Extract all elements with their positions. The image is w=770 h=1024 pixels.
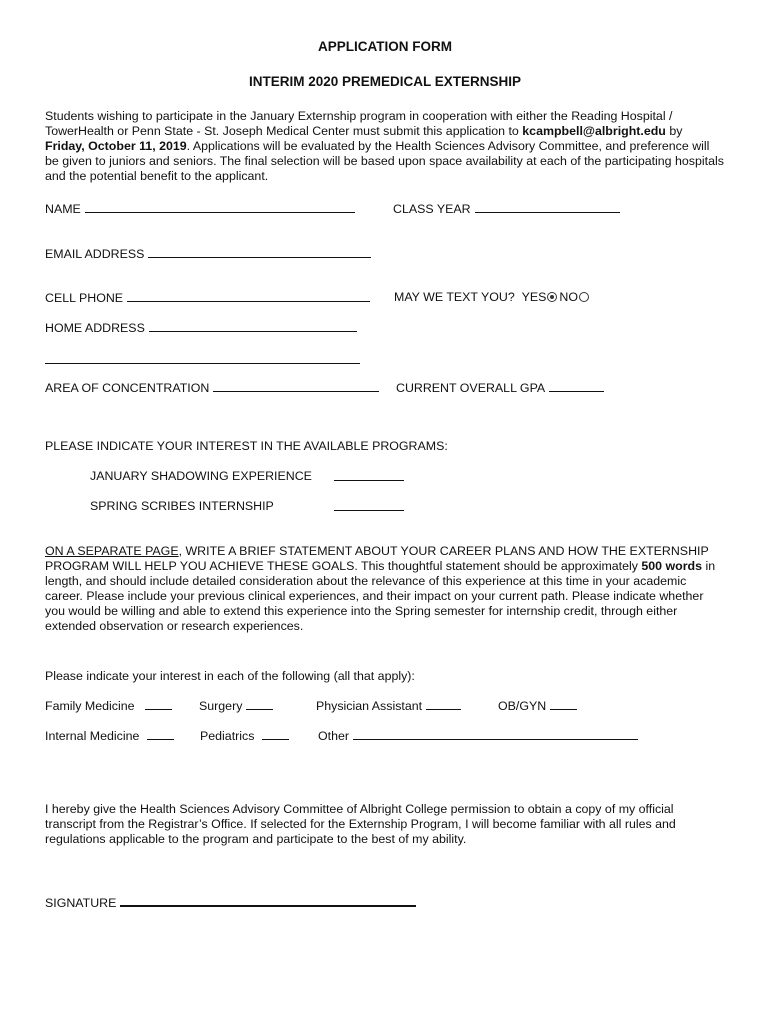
signature-label: SIGNATURE <box>45 896 117 910</box>
internal-medicine-label: Internal Medicine <box>45 729 140 743</box>
statement-text-1: , WRITE A BRIEF STATEMENT ABOUT YOUR CAREER PLANS AND HOW THE EXTERNSHIP PROGRAM WILL HELP YOU ACHIEVE THESE GOALS. This thoughtful statement should be approximately <box>45 544 709 573</box>
intro-paragraph <box>45 109 725 184</box>
name-label: NAME <box>45 202 81 216</box>
home-address-label: HOME ADDRESS <box>45 321 145 335</box>
form-subtitle: INTERIM 2020 PREMEDICAL EXTERNSHIP <box>248 74 522 89</box>
deadline-date: Friday, October 11, 2019 <box>45 139 187 153</box>
gpa-row <box>396 380 604 395</box>
home-address-field[interactable] <box>149 320 357 332</box>
family-medicine-label: Family Medicine <box>45 699 135 713</box>
concentration-label: AREA OF CONCENTRATION <box>45 381 210 395</box>
interest-internal-medicine <box>45 728 174 743</box>
program-spring: SPRING SCRIBES INTERNSHIP <box>90 499 274 513</box>
home-address-line-2[interactable] <box>45 352 360 364</box>
class-year-row <box>393 201 620 216</box>
intro-text-3: . Applications will be evaluated by the Health Sciences Advisory Committee, and preference will be given to juniors and seniors. The final selection will be based upon space availability at each of the participating hospitals and the potential benefit to the applicant. <box>45 139 724 183</box>
home-address-row <box>45 320 357 335</box>
interest-other <box>318 728 638 743</box>
interest-surgery <box>199 698 273 713</box>
cell-phone-field[interactable] <box>127 290 370 302</box>
statement-text-2: in length, and should include detailed consideration about the relevance of this experience at this time in your academic career. Please include your previous clinical experiences, and their impact on your current path. Please indicate whether you would be willing and able to extend this experience into the Spring semester for internship credit, through either extended observation or research experiences. <box>45 559 716 633</box>
class-year-field[interactable] <box>475 201 620 213</box>
text-question-label: MAY WE TEXT YOU? <box>394 290 515 304</box>
obgyn-label: OB/GYN <box>498 699 547 713</box>
surgery-field[interactable] <box>246 698 273 710</box>
contact-email: kcampbell@albright.edu <box>522 124 666 138</box>
class-year-label: CLASS YEAR <box>393 202 471 216</box>
name-field[interactable] <box>85 201 355 213</box>
statement-underlined: ON A SEPARATE PAGE <box>45 544 179 558</box>
surgery-label: Surgery <box>199 699 243 713</box>
intro-text-1: Students wishing to participate in the January Externship program in cooperation with either the Reading Hospital / TowerHealth or Penn State - St. Joseph Medical Center must submit this application to <box>45 109 673 138</box>
statement-paragraph <box>45 544 725 634</box>
physician-assistant-field[interactable] <box>426 698 461 710</box>
gpa-field[interactable] <box>549 380 604 392</box>
other-field[interactable] <box>353 728 638 740</box>
concentration-row <box>45 380 379 395</box>
email-field[interactable] <box>148 246 371 258</box>
no-label: NO <box>559 290 579 304</box>
cell-label: CELL PHONE <box>45 291 124 305</box>
word-count: 500 words <box>641 559 702 573</box>
text-permission-row <box>394 290 591 304</box>
physician-assistant-label: Physician Assistant <box>316 699 423 713</box>
interests-heading: Please indicate your interest in each of the following (all that apply): <box>45 669 415 683</box>
email-row <box>45 246 371 261</box>
gpa-label: CURRENT OVERALL GPA <box>396 381 546 395</box>
signature-row <box>45 894 416 910</box>
interest-obgyn <box>498 698 577 713</box>
interest-physician-assistant <box>316 698 461 713</box>
form-title: APPLICATION FORM <box>318 39 452 54</box>
program-spring-field[interactable] <box>334 499 404 511</box>
signature-field[interactable] <box>120 894 416 907</box>
pediatrics-field[interactable] <box>262 728 289 740</box>
intro-text-2: by <box>665 124 683 138</box>
program-january-field[interactable] <box>334 469 404 481</box>
interest-pediatrics <box>200 728 289 743</box>
yes-radio[interactable] <box>547 292 557 302</box>
internal-medicine-field[interactable] <box>147 728 174 740</box>
yes-label: YES <box>521 290 547 304</box>
permission-paragraph: I hereby give the Health Sciences Advisory Committee of Albright College permission to obtain a copy of my official transcript from the Registrar’s Office. If selected for the Externship Program, I will become familiar with all rules and regulations applicable to the program and participate to the best of my ability. <box>45 802 676 846</box>
no-radio[interactable] <box>579 292 589 302</box>
interest-family-medicine <box>45 698 172 713</box>
program-january: JANUARY SHADOWING EXPERIENCE <box>90 469 312 483</box>
programs-heading: PLEASE INDICATE YOUR INTEREST IN THE AVAILABLE PROGRAMS: <box>45 439 448 453</box>
name-row <box>45 201 355 216</box>
pediatrics-label: Pediatrics <box>200 729 255 743</box>
other-label: Other <box>318 729 349 743</box>
cell-row <box>45 290 370 305</box>
family-medicine-field[interactable] <box>145 698 172 710</box>
concentration-field[interactable] <box>213 380 379 392</box>
obgyn-field[interactable] <box>550 698 577 710</box>
email-label: EMAIL ADDRESS <box>45 247 145 261</box>
